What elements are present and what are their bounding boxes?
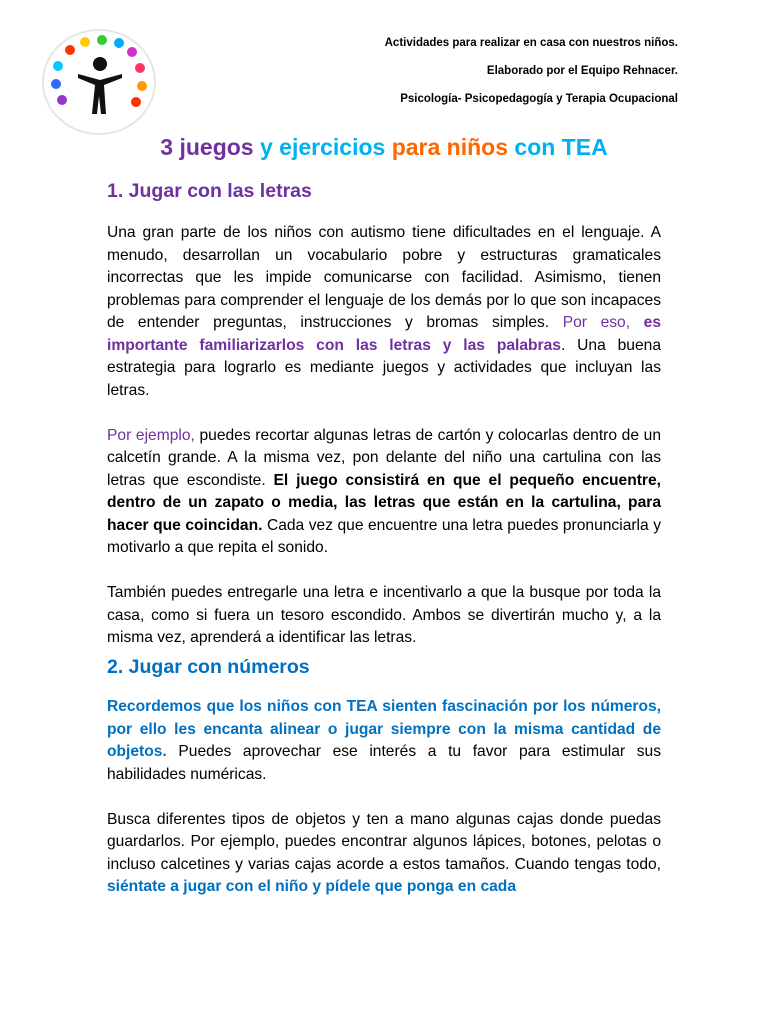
text-run: Puedes aprovechar ese interés a tu favor para estimular sus habilidades numéricas. [107, 743, 661, 783]
text-run-bold: siéntate a jugar con el niño y pídele que ponga en cada [107, 878, 516, 895]
title-part-2: y ejercicios [253, 134, 386, 160]
section-1-paragraph-2 [107, 425, 661, 560]
section-2-heading: 2. Jugar con números [107, 656, 310, 678]
header [385, 36, 678, 120]
section-1-body [107, 222, 661, 650]
text-run: Por eso, [549, 314, 631, 331]
section-2-body [107, 696, 661, 899]
text-run: . Una buena estrategia para lograrlo es mediante juegos y actividades que incluyan las letras. [107, 336, 661, 399]
title-part-3: para niños [385, 134, 509, 160]
text-run-bold: El juego consistirá en que el pequeño encuentre, dentro de un zapato o media, las letras que están en la cartulina, para hacer que coincidan. [107, 471, 661, 534]
text-run: Una gran parte de los niños con autismo tiene dificultades en el lenguaje. A menudo, desarrollan un vocabulario pobre y estructuras gramaticales incorrectas que les impide comunicarse con facilidad. Asimismo, tienen problemas para comprender el lenguaje de los demás por lo que son incapaces de entender preguntas, instrucciones y bromas simples. [107, 224, 661, 331]
header-activities: Actividades para realizar en casa con nuestros niños. [384, 37, 678, 49]
text-run: puedes recortar algunas letras de cartón y colocarlas dentro de un calcetín grande. A la misma vez, pon delante del niño una cartulina con las letras que escondiste. [107, 426, 661, 489]
section-1-heading: 1. Jugar con las letras [107, 180, 312, 202]
title-part-1: 3 juegos [160, 134, 254, 160]
section-2-paragraph-1 [107, 696, 661, 786]
text-run: Busca diferentes tipos de objetos y ten a mano algunas cajas donde puedas guardarlos. Por ejemplo, puedes encontrar algunos lápices, botones, pelotas o incluso calcetines y varias cajas acorde a estos tamaños. Cuando tengas todo, [107, 810, 661, 873]
section-2-paragraph-2 [107, 809, 661, 899]
header-specialties: Psicología- Psicopedagogía y Terapia Ocupacional [400, 93, 678, 105]
header-team: Elaborado por el Equipo Rehnacer. [486, 65, 678, 77]
document-title [0, 134, 768, 161]
section-1-paragraph-3: También puedes entregarle una letra e incentivarlo a que la busque por toda la casa, como si fuera un tesoro escondido. Ambos se divertirán mucho y, a la misma vez, aprenderá a identificar las letras. [107, 584, 661, 646]
section-1-paragraph-1 [107, 222, 661, 402]
text-run-bold: Recordemos que los niños con TEA sienten fascinación por los números, por ello les encanta alinear o jugar siempre con la misma cantidad de objetos. [107, 698, 661, 760]
title-part-4: con TEA [508, 134, 608, 160]
text-run-bold: es importante familiarizarlos con las letras y las palabras [107, 314, 662, 354]
text-run: Por ejemplo, [107, 426, 195, 444]
rehnacer-logo [40, 28, 158, 136]
text-run: Cada vez que encuentre una letra puedes pronunciarla y motivarlo a que repita el sonido. [107, 516, 661, 556]
